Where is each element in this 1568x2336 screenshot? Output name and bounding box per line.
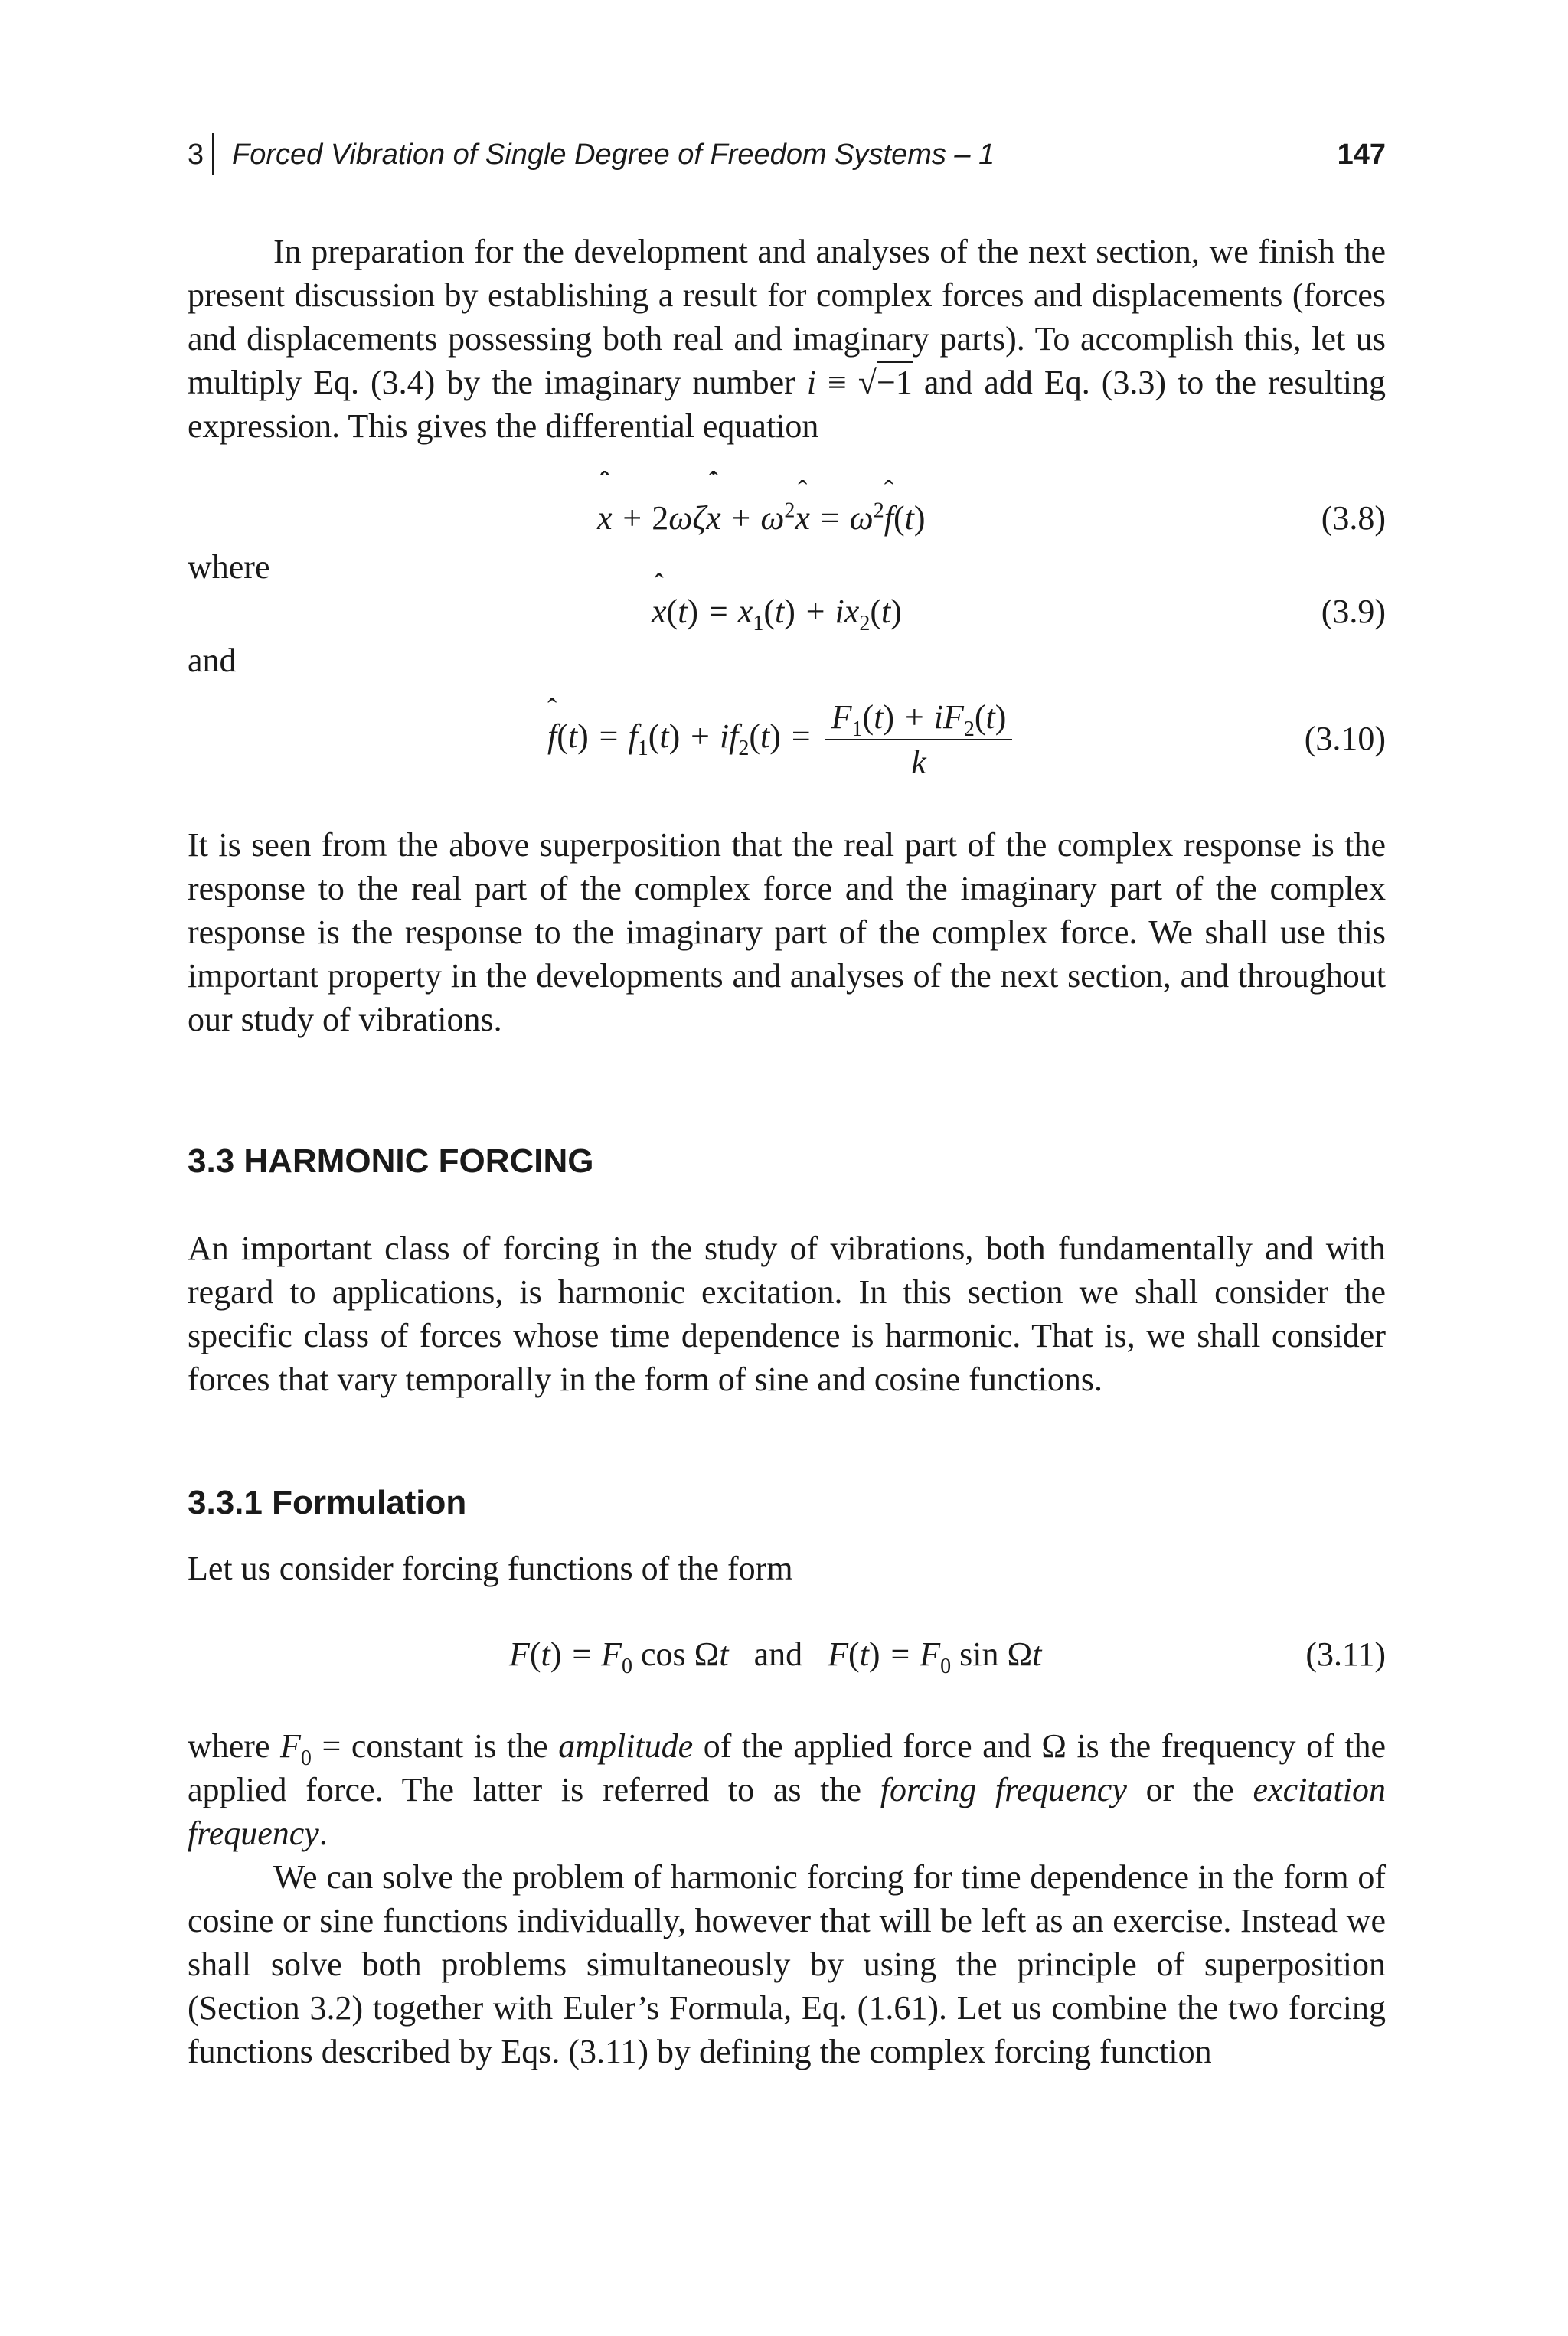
term-amplitude: amplitude bbox=[558, 1727, 694, 1765]
label-and: and bbox=[188, 642, 237, 679]
term-forcing-frequency: forcing frequency bbox=[880, 1771, 1127, 1808]
page-number: 147 bbox=[1337, 139, 1386, 171]
equation-3-10-body: f $(t) = f_1(t) + if_2(t)$ = $\frac{F_1(t) + iF_2(t)}{k}$ bbox=[547, 695, 1017, 784]
paragraph-superposition: It is seen from the above superposition that the real part of the complex response is the response to the real part of the complex force and the imaginary part of the complex response is the response to the imaginary part of the complex force. We shall use this important property in the developments and analyses of the next section, and throughout our study of vibrations. bbox=[188, 826, 1386, 1038]
equation-3-8-body: x + 2ωζx + $\omega^2x$ = $\omega^2f$ (t) bbox=[597, 498, 926, 537]
paragraph-amplitude: where $F_0$ = constant is the amplitude of the applied force and Ω is the frequency of the applied force. The latter is referred to as the forcing frequency or the excitation frequency. bbox=[188, 1727, 1387, 1852]
paragraph-text: In preparation for the development and analyses of the next section, we finish the present discussion by establishing a result for complex forces and displacements (forces and displacements possessing both real and imaginary parts). To accomplish this, let us multiply Eq. (3.4) by the imaginary number bbox=[188, 233, 1386, 401]
equation-3-10 bbox=[188, 689, 1386, 789]
term-excitation-frequency: excitation frequency bbox=[188, 1771, 1387, 1852]
paragraph-text-continued: and add Eq. (3.3) to the resulting expression. This gives the differential equation bbox=[188, 364, 1387, 445]
equation-number: (3.9) bbox=[1321, 593, 1386, 630]
equation-number: (3.8) bbox=[1321, 499, 1386, 537]
equation-3-9-body: x $(t) = x_1(t) + ix_2(t)$ bbox=[652, 593, 902, 635]
chapter-number: 3 bbox=[188, 139, 204, 171]
paragraph-harmonic-forcing: An important class of forcing in the study of vibrations, both fundamentally and with regard to applications, is harmonic excitation. In this section we shall consider the specific class of forces whose time dependence is harmonic. That is, we shall consider forces that vary temporally in the form of sine and cosine functions. bbox=[188, 1230, 1386, 1398]
paragraph-text: of the applied force and Ω is the frequency of the applied force. The latter is referred to as the bbox=[188, 1727, 1387, 1808]
paragraph-superposition-euler: We can solve the problem of harmonic forcing for time dependence in the form of cosine or sine functions individually, however that will be left as an exercise. Instead we shall solve both problems simultaneously by using the principle of superposition (Section 3.2) together with Euler’s Formula, Eq. (1.61). Let us combine the two forcing functions described by Eqs. (3.11) by defining the complex forcing function bbox=[188, 1858, 1386, 2070]
equation-3-11-body: $F(t) = F_0$ cos Ωt and $F(t) = F_0$ sin Ωt bbox=[509, 1635, 1042, 1678]
subsection-heading: 3.3.1 Formulation bbox=[188, 1484, 467, 1521]
equation-number: (3.11) bbox=[1305, 1635, 1386, 1673]
equation-number: (3.10) bbox=[1304, 720, 1386, 757]
paragraph-complex-forces: In preparation for the development and analyses of the next section, we finish the present discussion by establishing a result for complex forces and displacements (forces and displacements possessing both real and imaginary parts). To accomplish this, let us multiply Eq. (3.4) by the imaginary number i ≡ √−1 and add Eq. (3.3) to the resulting expression. This gives the differential equation bbox=[188, 233, 1387, 445]
chapter-title: Forced Vibration of Single Degree of Freedom Systems – 1 bbox=[232, 139, 995, 171]
section-heading: 3.3 HARMONIC FORCING bbox=[188, 1142, 594, 1180]
paragraph-text: = constant is the bbox=[322, 1727, 548, 1765]
running-head bbox=[188, 132, 1386, 178]
running-head-divider bbox=[212, 133, 214, 175]
label-where: where bbox=[188, 548, 270, 586]
paragraph-forcing-form: Let us consider forcing functions of the form bbox=[188, 1550, 793, 1587]
paragraph-text: or the bbox=[1145, 1771, 1234, 1808]
